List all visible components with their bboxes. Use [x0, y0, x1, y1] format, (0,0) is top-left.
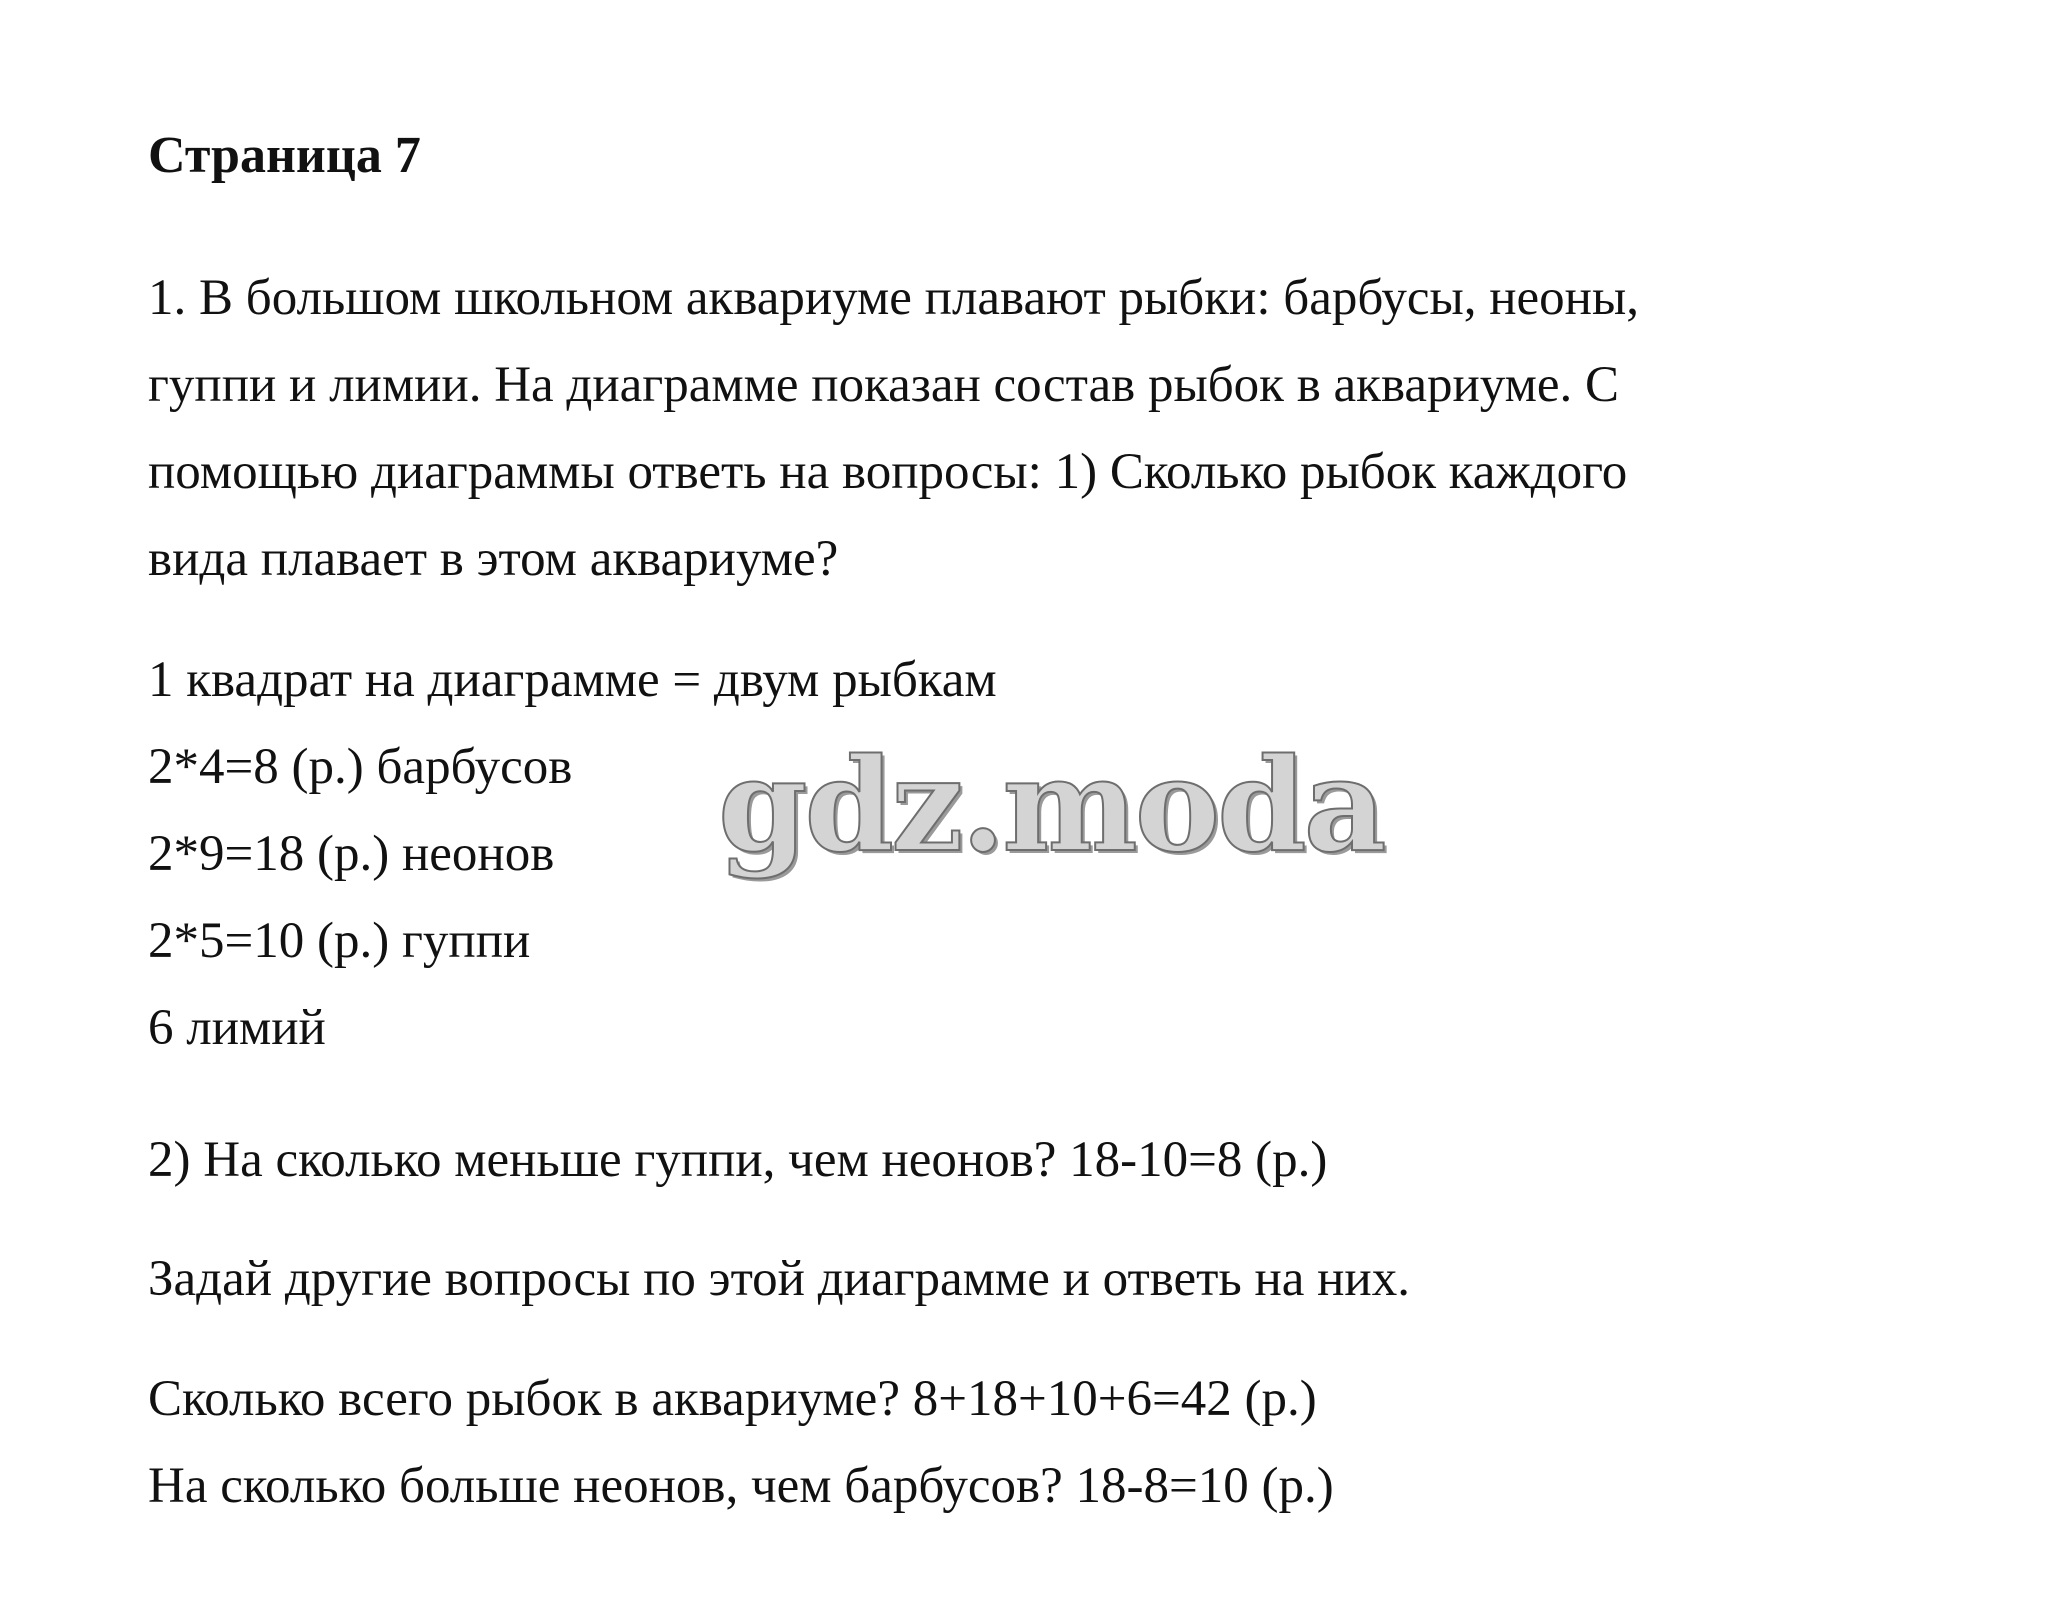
page-heading: Страница 7 — [148, 127, 421, 184]
task-line: гуппи и лимии. На диаграмме показан состав рыбок в аквариуме. С — [148, 357, 1620, 413]
answer-line: 2*4=8 (р.) барбусов — [148, 739, 573, 795]
watermark-logo: gdz.moda — [718, 731, 1384, 881]
task-line: помощью диаграммы ответь на вопросы: 1) Сколько рыбок каждого — [148, 444, 1628, 500]
task-line: 1. В большом школьном аквариуме плавают рыбки: барбусы, неоны, — [148, 270, 1639, 326]
question-2: 2) На сколько меньше гуппи, чем неонов? 18-10=8 (р.) — [148, 1132, 1328, 1188]
task-line: вида плавает в этом аквариуме? — [148, 531, 839, 587]
other-answer-line: Сколько всего рыбок в аквариуме? 8+18+10+6=42 (р.) — [148, 1371, 1317, 1427]
answer-line: 2*5=10 (р.) гуппи — [148, 913, 531, 969]
answer-line: 2*9=18 (р.) неонов — [148, 826, 555, 882]
answer-line: 6 лимий — [148, 1000, 326, 1056]
answer-line: 1 квадрат на диаграмме = двум рыбкам — [148, 652, 997, 708]
other-answer-line: На сколько больше неонов, чем барбусов? 18-8=10 (р.) — [148, 1458, 1334, 1514]
other-questions-prompt: Задай другие вопросы по этой диаграмме и ответь на них. — [148, 1251, 1410, 1307]
